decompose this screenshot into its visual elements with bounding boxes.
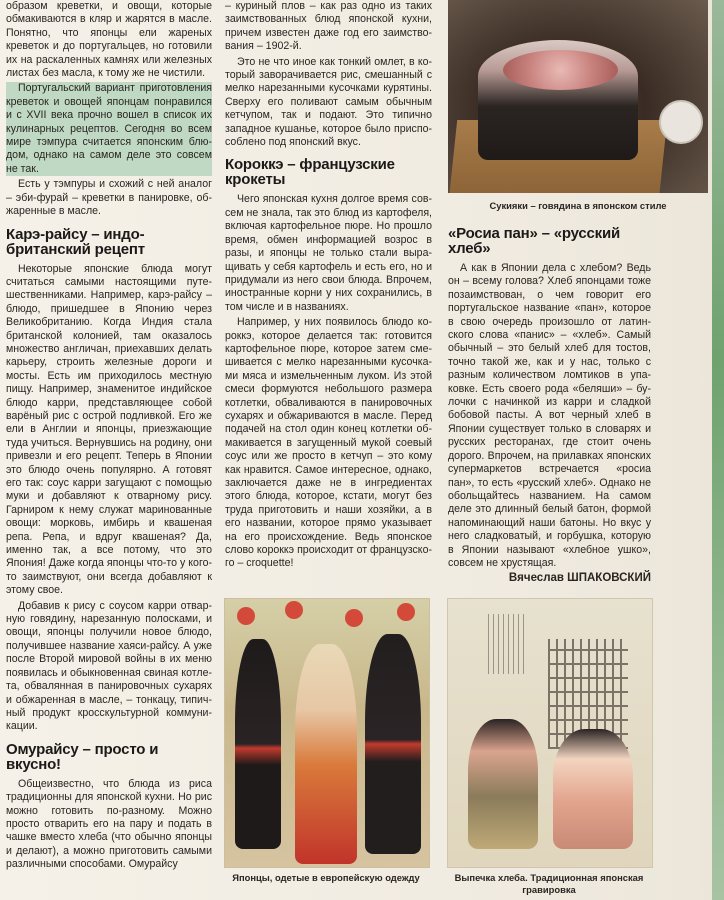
figure-woman-left [468,719,538,849]
heading-omurice: Омурайсу – просто и вкусно! [6,740,159,773]
tea-bowl [659,100,703,144]
beef-slices [503,50,618,90]
column-3 [448,218,651,572]
heading-curry-rice: Карэ-райсу – индо-британский рецепт [6,225,145,258]
woodblock-bread-baking-illustration [447,598,653,868]
heading-russian-bread: «Росиа пан» – «русский хлеб» [448,225,621,257]
paragraph: Чего японская кухня долгое время совсем не знала, так это блюд из картофеля, включая картофельное пюре. Но прошло время, обмен информацией возрос в разы, и японцы не только стали выращивать у себя картофель и есть его, но и придумали из него свои блюда. Впрочем, иностранные корни у них сохранились, в том числе и в названиях. [225,193,432,313]
blossom-ornament [397,603,415,621]
paragraph: Это не что иное как тонкий омлет, в который заворачивается рис, смешанный с мелко нарезанными кусочками курятины. Сверху его поливают самым обычным кетчупом, так и подают. Это типично западное кушанье, которое было приспособлено под японский вкус. [225,55,432,149]
caption-sukiyaki: Сукияки – говядина в японском стиле [489,200,667,211]
figure-woman-right [553,729,633,849]
blossom-ornament [345,609,363,627]
paragraph: Некоторые японские блюда могут считаться самыми настоящими путешественниками. Например, карэ-райсу – блюдо, пришедшее в Японию через Великобританию. Когда Индия стала британской колонией, там оказалось множество англичан, приехавших делать карьеру, строить железные дороги и мосты. Есть им приходилось местную пищу. Например, знаменитое индийское блюдо карри, представляющее собой варёный рис с острой подливкой. Его же ели в Англии и японцы, приезжающие туда учиться. Вернувшись на родину, они привезли и его рецепт. Теперь в Японии это блюдо очень популярно. А готовят его так: соус карри загущают с помощью муки и добавляют к отварному рису. Гарниром к нему служат маринованные овощи: морковь, имбирь и квашеная репа. Репа, и вдруг квашеная? Да, именно так, а все потому, что это Япония! Даже когда японцы что-то у кого-то заимствуют, они всегда добавляют к этому свое. [6,262,212,597]
paragraph: Например, у них появилось блюдо короккэ, которое делается так: готовится картофельное пюре, которое затем смешивается с мелко нарезанными кусочками мяса и измельченным луком. Из этой смеси формуются небольшого размера котлетки, обваливаются в панировочных сухарях и обжариваются в масле. Перед подачей на стол один конец котлетки обмакивается в загущенный мукой соевый соус или же просто в кетчуп – это кому как нравится. Самое интересное, однако, заключается даже не в ингредиентах этого блюда, которое, кстати, могут без труда приготовить и наши хозяйки, а в его названии, которое прямо указывает на его происхождение. Ведь японское слово короккэ происходит от французского – croquette! [225,316,432,570]
paragraph: Есть у тэмпуры и схожий с ней аналог – эби-фурай – креветки в панировке, обжаренные в масле. [6,178,212,218]
caption-europeans: Японцы, одетые в европейскую одежду [232,872,420,883]
blossom-ornament [237,607,255,625]
paragraph: – куриный плов – как раз одно из таких заимствованных блюд японской кухни, причем известен даже год его заимствования – 1902-й. [225,0,432,53]
figure-officer-right [365,634,421,854]
paragraph: образом креветки, и овощи, которые обмакиваются в кляр и жарятся в масле. Понятно, что японцы ели жареных креветок и до португальцев, но готовили их на раскаленных камнях или железных листах без масла, к тому же не чистили. [6,0,212,80]
author-signature: Вячеслав ШПАКОВСКИЙ [508,572,651,584]
figure-lady-center [295,644,357,864]
figure-officer-left [235,639,281,849]
page-edge-strip [712,0,724,900]
column-1 [6,0,212,874]
blossom-ornament [285,601,303,619]
caption-bread-baking: Выпечка хлеба. Традиционная японская гравировка [454,872,644,895]
woodblock-europeans-illustration [224,598,430,868]
calligraphy-block [488,614,528,674]
sukiyaki-photo [448,0,708,193]
paragraph: Добавив к рису с соусом карри отварную говядину, нарезанную полосками, и овощи, японцы получили новое блюдо, получившее название хаяси-райсу. А уже после Второй мировой войны в их меню появилась и обыкновенная свиная котлета, обвалянная в панировочных сухарях и обжаренная в масле, – тонкацу, типичный продукт кросскультурной коммуникации. [6,599,212,733]
heading-korokke: Короккэ – французские крокеты [225,156,395,189]
paragraph: Португальский вариант приготовления креветок и овощей японцам понравился и с XVII века прочно вошел в список их кулинарных рецептов. Сегодня во всем мире тэмпура считается японским блюдом, однако на самом деле это совсем не так. [6,82,212,175]
paragraph: А как в Японии дела с хлебом? Ведь он – всему голова? Хлеб японцами тоже позаимствован, о чем говорит его португальское название «пан», которое в свою очередь произошло от латинского слова «панис» – «хлеб». Самый обычный – это белый хлеб для тостов, точно такой же, как и у нас, только с разным количеством ломтиков в упаковке. Есть своего рода «беляши» – булочки с начинкой из карри и сладкой бобовой пасты. А вот черный хлеб в Японии существует только в словарях и русских ресторанах, где стоит очень дорого. Впрочем, на прилавках японских супермаркетов встречается «росиа пан», то есть «русский хлеб». Однако не обольщайтесь названием. На самом деле это длинный белый батон, формой напоминающий наши батоны. Но вкус у него сладковатый, и горбушка, которую в Японии называют «хлебное ушко», совсем не хрустящая. [448,262,651,569]
column-2 [225,0,432,573]
paragraph: Общеизвестно, что блюда из риса традиционны для японской кухни. Но рис можно готовить по-разному. Можно просто отварить его на пару и подать в чашке вместо хлеба (что обычно японцы и делают), а можно приготовить самыми различными способами. Омурайсу [6,777,212,871]
